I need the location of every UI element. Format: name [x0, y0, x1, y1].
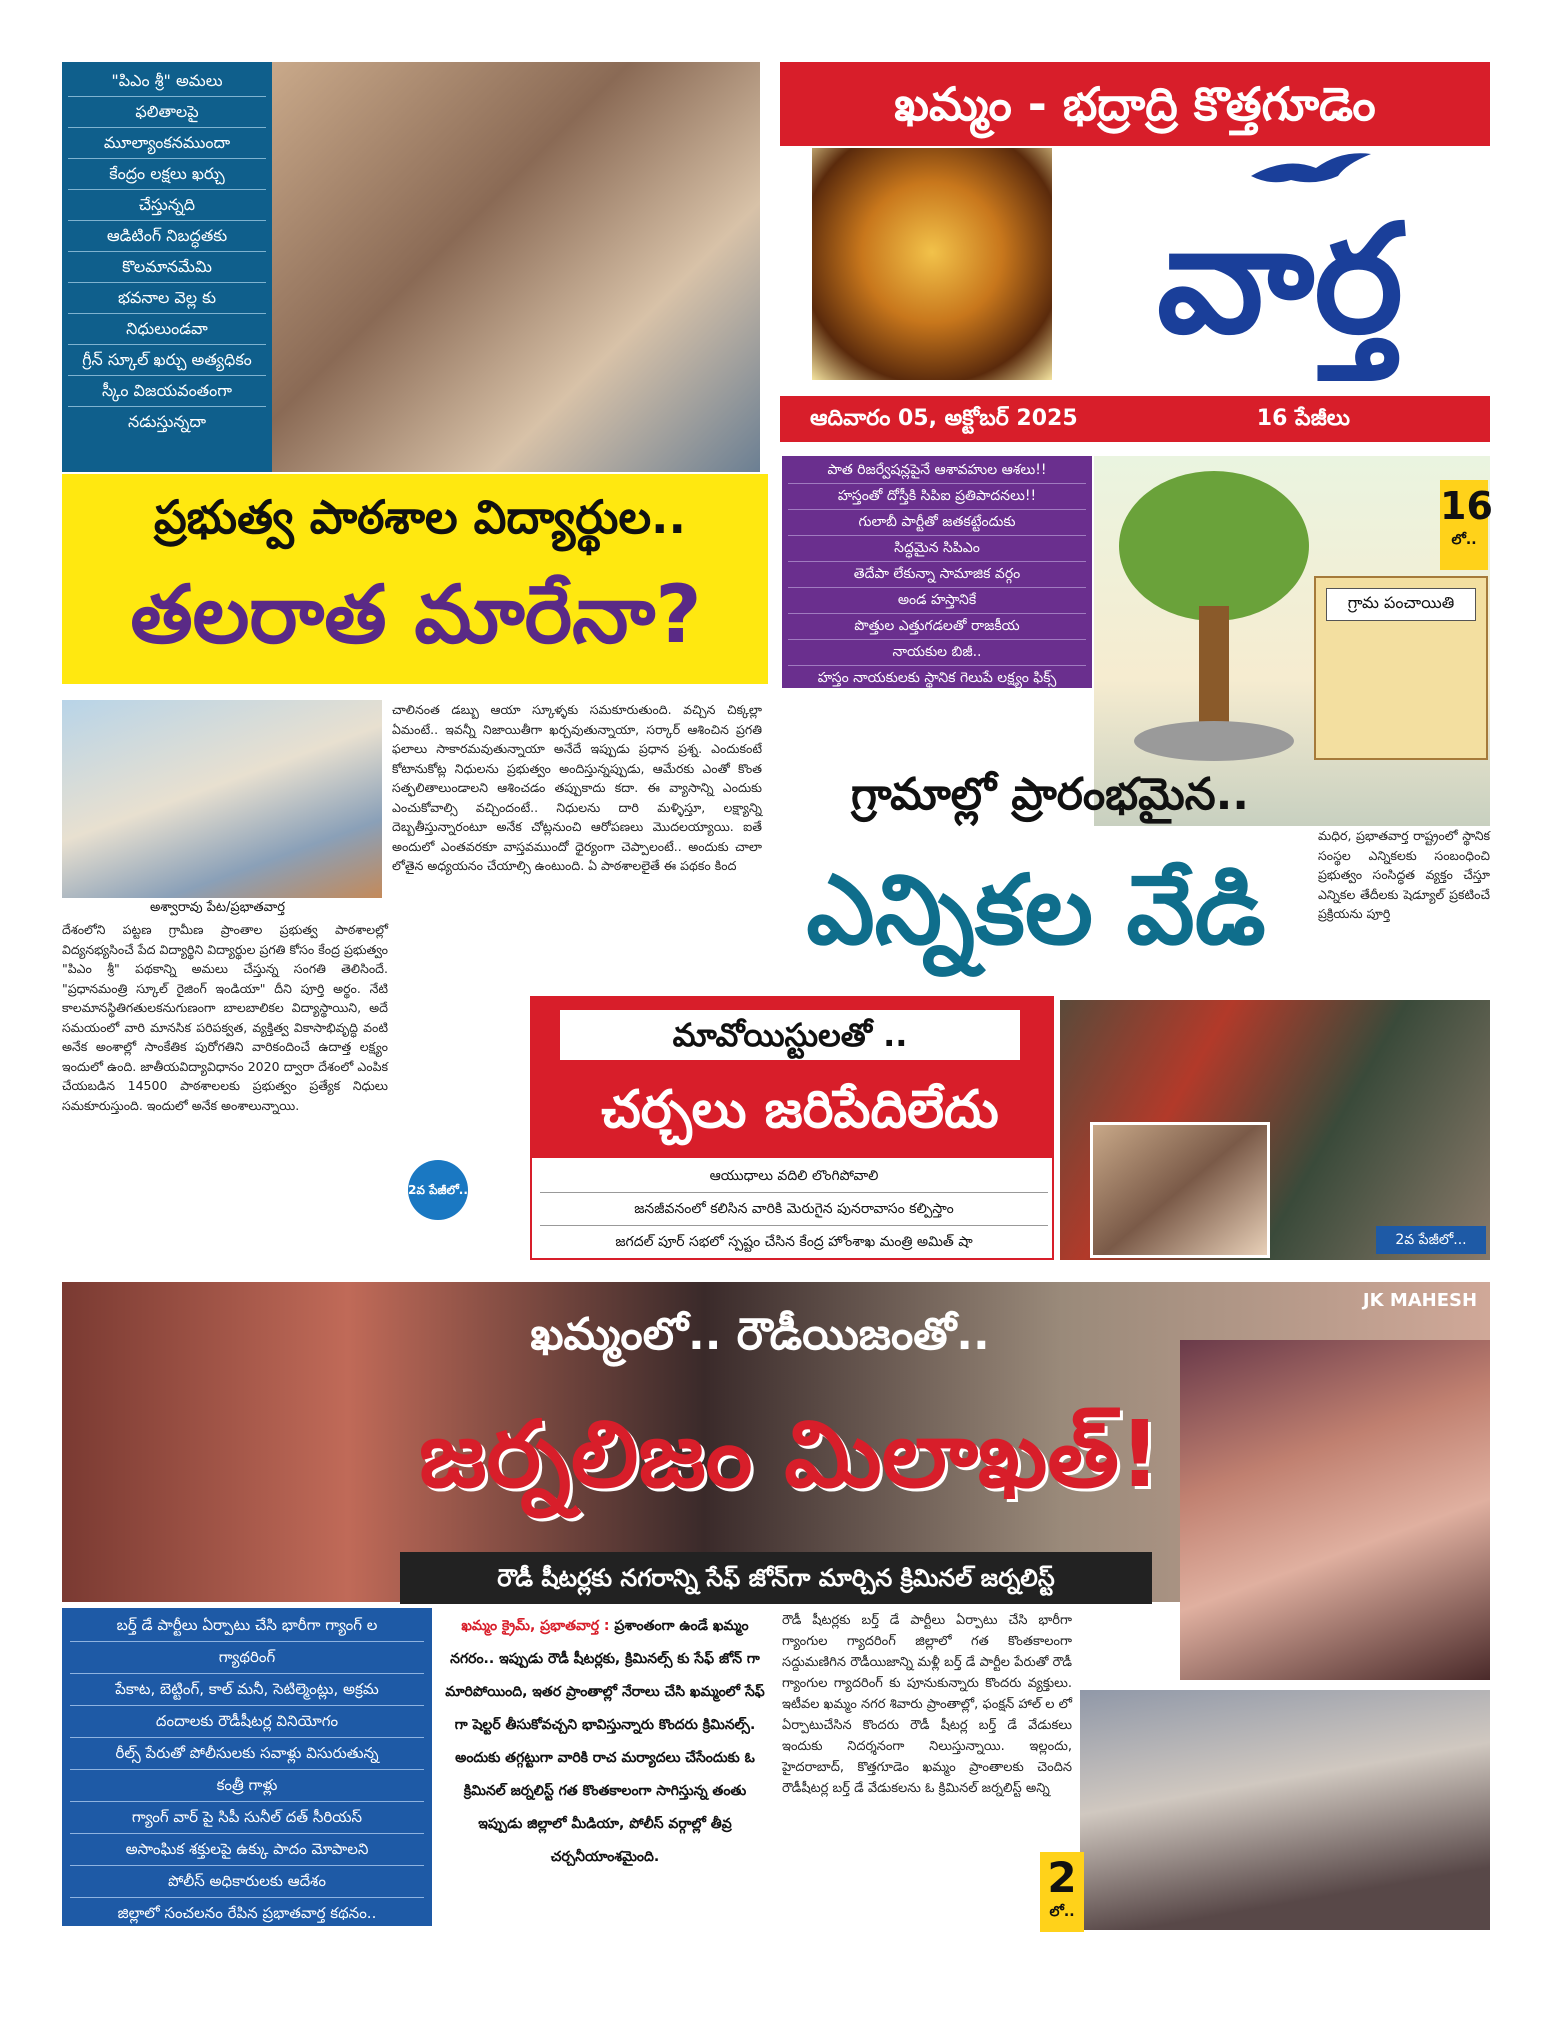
- sidebar-line: "పిఎం శ్రీ" అమలు: [68, 66, 266, 97]
- journalism-subhead: రౌడీ షీటర్లకు నగరాన్ని సేఫ్ జోన్‌గా మార్చిన క్రిమినల్ జర్నలిస్ట్: [497, 1564, 1055, 1592]
- sidebar-line: భవనాల వెల్ల కు: [68, 283, 266, 314]
- journalism-sidebar: [62, 1608, 432, 1926]
- cpm-line: సిద్ధమైన సిపిఎం: [788, 536, 1086, 562]
- sidebar-line: గ్రీన్ స్కూల్ ఖర్చు అత్యధికం: [68, 345, 266, 376]
- date-bar: [780, 396, 1490, 442]
- cpm-box: [782, 456, 1092, 688]
- journalism-body-col1: ప్రశాంతంగా ఉండే ఖమ్మం నగరం.. ఇప్పుడు రౌడీ షీటర్లకు, క్రిమినల్స్ కు సేఫ్ జోన్ గా మారిపోయింది, ఇతర ప్రాంతాల్లో నేరాలు చేసి ఖమ్మంలో సేఫ్ గా షెల్టర్ తీసుకోవచ్చని భావిస్తున్నారు కొందరు క్రిమినల్స్. అందుకు తగ్గట్టుగా వారికి రాచ మర్యాదలు చేసేందుకు ఓ క్రిమినల్ జర్నలిస్ట్ గత కొంతకాలంగా సాగిస్తున్న తంతు ఇప్పుడు జిల్లాలో మీడియా, పోలీస్ వర్గాల్లో తీవ్ర చర్చనీయాంశమైంది.: [445, 1618, 765, 1865]
- panchayat-building: [1314, 576, 1488, 760]
- maoist-bullets: [540, 1160, 1048, 1256]
- maoist-page-ref: 2వ పేజీలో...: [1376, 1226, 1486, 1254]
- tree-icon: [1114, 466, 1314, 766]
- journalism-kicker: ఖమ్మంలో.. రౌడీయిజంతో..: [530, 1309, 990, 1360]
- pm-shri-sidebar: [62, 62, 272, 472]
- journalism-sidebar-line: బర్త్ డే పార్టీలు ఏర్పాటు చేసి భారీగా గ్యాంగ్ ల: [70, 1610, 424, 1642]
- school-headline: తలరాత మారేనా?: [130, 568, 702, 661]
- page-ref-suffix: లో..: [1451, 532, 1477, 548]
- issue-date: ఆదివారం 05, అక్టోబర్ 2025: [810, 406, 1078, 431]
- maoist-kicker: మావోయిస్టులతో ..: [560, 1010, 1020, 1060]
- deity-photo: [812, 148, 1052, 380]
- sidebar-line: కొలమానమేమి: [68, 252, 266, 283]
- maoist-headline: చర్చలు జరిపేదిలేదు: [601, 1080, 999, 1140]
- journalism-body-col1-wrap: [440, 1610, 770, 1930]
- journalism-subhead-bar: [400, 1552, 1152, 1604]
- paper-logo: [1070, 140, 1490, 390]
- amit-shah-photo: [1090, 1122, 1270, 1258]
- school-photo-caption: అశ్వారావు పేట/ప్రభాతవార్త: [150, 900, 285, 915]
- birthday-party-photo: [1080, 1690, 1490, 1930]
- journalism-dateline: ఖమ్మం క్రైమ్, ప్రభాతవార్త :: [461, 1618, 610, 1634]
- school-body-col1: దేశంలోని పట్టణ గ్రామీణ ప్రాంతాల ప్రభుత్వ పాఠశాలల్లో విద్యనభ్యసించే పేద విద్యార్థిని విద్యార్థుల ప్రగతి కోసం కేంద్ర ప్రభుత్వం "పిఎం శ్రీ" పథకాన్ని అమలు చేస్తున్న సంగతి తెలిసిందే. "ప్రధానమంత్రి స్కూల్ రైజింగ్ ఇండియా" దీని పూర్తి అర్థం. నేటి కాలమానస్థితిగతులకనుగుణంగా బాలబాలికల విద్యాస్థాయిని, అదే సమయంలో వారి మానసిక పరిపక్వత, వ్యక్తిత్వ వికాసాభివృద్ధి వంటి అనేక అంశాల్లో సాంకేతిక పురోగతిని వారికందించే ఉదాత్త లక్ష్యం ఇందులో ఉంది. జాతీయవిద్యావిధానం 2020 ద్వారా దేశంలో ఎంపిక చేయబడిన 14500 పాఠశాలలకు ప్రభుత్వం ప్రత్యేక నిధులు సమకూరుస్తుంది. ఇందులో అనేక అంశాలున్నాయి.: [62, 922, 388, 1113]
- cpm-line: అండ హస్తానికే: [788, 588, 1086, 614]
- journalism-sidebar-line: దందాలకు రౌడీషీటర్ల వినియోగం: [70, 1706, 424, 1738]
- school-kicker: ప్రభుత్వ పాఠశాల విద్యార్థుల..: [153, 490, 687, 544]
- sidebar-line: నిధులుండవా: [68, 314, 266, 345]
- journalism-sidebar-line: కంత్రీ గాళ్లు: [70, 1770, 424, 1802]
- village-sign: గ్రామ పంచాయితి: [1326, 588, 1476, 621]
- maoist-bullet: జనజీవనంలో కలిసిన వారికి మెరుగైన పునరావాసం కల్పిస్తాం: [540, 1193, 1048, 1226]
- page-ref-suffix: లో..: [1049, 1904, 1075, 1920]
- cpm-line: పొత్తుల ఎత్తుగడలతో రాజకీయ: [788, 614, 1086, 640]
- journalism-sidebar-line: పోలీస్ అధికారులకు ఆదేశం: [70, 1866, 424, 1898]
- journalism-body-col2: రౌడీ షీటర్లకు బర్త్ డే పార్టీలు ఏర్పాటు చేసి భారీగా గ్యాంగుల గ్యాదరింగ్ జిల్లాలో గత కొంతకాలంగా సద్దుమణిగిన రౌడీయిజాన్ని మళ్లీ బర్త్ డే పార్టీల పేరుతో రౌడీ గ్యాంగుల గ్యాదరింగ్ కు పూనుకున్నారు కొందరు వ్యక్తులు. ఇటీవల ఖమ్మం నగర శివారు ప్రాంతాల్లో, ఫంక్షన్ హాల్ ల లో ఏర్పాటుచేసిన కొందరు రౌడీ షీటర్ల బర్త్ డే వేడుకలు ఇందుకు నిదర్శనంగా నిలుస్తున్నాయి. ఇల్లందు, హైదరాబాద్, కొత్తగూడెం ఖమ్మం ప్రాంతాలకు చెందిన రౌడీషీటర్ల బర్త్ డే వేడుకలను ఓ క్రిమినల్ జర్నలిస్ట్ అన్ని: [782, 1613, 1072, 1796]
- sidebar-line: నడుస్తున్నదా: [127, 412, 206, 431]
- journalism-headline: జర్నలిజం మిలాఖత్!: [419, 1401, 1161, 1508]
- sidebar-line: చేస్తున్నది: [68, 190, 266, 221]
- sidebar-line: కేంద్రం లక్షలు ఖర్చు: [68, 159, 266, 190]
- maoist-bullet: ఆయుధాలు వదిలి లొంగిపోవాలి: [540, 1160, 1048, 1193]
- district-title: ఖమ్మం - భద్రాద్రి కొత్తగూడెం: [894, 77, 1376, 131]
- page-16-badge: [1440, 480, 1493, 570]
- sidebar-line: ఫలితాలపై: [68, 97, 266, 128]
- sidebar-line: మూల్యాంకనముందా: [68, 128, 266, 159]
- masthead-district-bar: [780, 62, 1490, 146]
- page-count: 16 పేజీలు: [1256, 406, 1350, 431]
- election-kicker: గ్రామాల్లో ప్రారంభమైన..: [850, 769, 1250, 820]
- page-2-badge: [1040, 1852, 1084, 1932]
- pm-students-photo: [272, 62, 760, 472]
- sidebar-line: స్కీం విజయవంతంగా: [68, 376, 266, 407]
- party-photo: [1180, 1340, 1490, 1680]
- cpm-line: గులాబీ పార్టీతో జతకట్టేందుకు: [788, 510, 1086, 536]
- continued-label: 2వ పేజీలో..: [408, 1183, 468, 1197]
- page-ref-number: 2: [1047, 1853, 1077, 1902]
- election-body: మధిర, ప్రభాతవార్త రాష్ట్రంలో స్థానిక సంస్థల ఎన్నికలకు సంబంధించి ప్రభుత్వం సంసిద్ధత వ్యక్తం చేస్తూ ఎన్నికల తేదీలకు షెడ్యూల్ ప్రకటించే ప్రక్రియను పూర్తి: [1318, 828, 1490, 921]
- cpm-line: పాత రిజర్వేషన్లపైనే ఆశావహుల ఆశలు!!: [788, 458, 1086, 484]
- page-ref-number: 16: [1440, 484, 1493, 528]
- photo-watermark: JK MAHESH: [1362, 1290, 1478, 1311]
- school-body-col2: చాలినంత డబ్బు ఆయా స్కూళ్ళకు సమకూరుతుంది. వచ్చిన చిక్కల్లా ఏమంటే.. ఇవన్నీ నిజాయితీగా ఖర్చవుతున్నాయా, సర్కార్ ఆశించిన ప్రగతి ఫలాలు సాకారమవుతున్నాయా అనేదే ఇప్పుడు ప్రధాన ప్రశ్న. ఎందుకంటే కోటానుకోట్ల నిధులను ప్రభుత్వం అందిస్తున్నప్పుడు, ఆమేరకు ఎంతో కొంత సత్ఫలితాలుండాలని ఆశించడం తప్పుకాదు కదా. ఈ వ్యాసాన్ని ఎందుకు ఎంచుకోవాల్సి వచ్చిందంటే.. నిధులను దారి మళ్ళిస్తూ, లక్ష్యాన్ని దెబ్బతీస్తున్నారంటూ అనేక చోట్లనుంచి ఆరోపణలు మొదలయ్యాయి. ఐతే అందులో ఎంతవరకూ వాస్తవముందో ధైర్యంగా చెప్పాలంటే.. అందుకు చాలా లోతైన అధ్యయనం చేయాల్సి ఉంటుంది. ఏ పాఠశాలలైతే ఈ పథకం కింద: [392, 702, 762, 873]
- cpm-line: హస్తంతో దోస్తీకి సిపిఐ ప్రతిపాదనలు!!: [788, 484, 1086, 510]
- paper-name: వార్త: [1156, 193, 1404, 367]
- journalism-sidebar-line: పేకాట, బెట్టింగ్, కాల్ మనీ, సెటిల్మెంట్లు, అక్రమ: [70, 1674, 424, 1706]
- sidebar-line: ఆడిటింగ్ నిబద్ధతకు: [68, 221, 266, 252]
- cpm-line: తెదేపా లేకున్నా సామాజిక వర్గం: [788, 562, 1086, 588]
- cpm-line: హస్తం నాయకులకు స్థానిక గెలుపే లక్ష్యం ఫిక్స్: [817, 670, 1057, 686]
- journalism-sidebar-line: గ్యాంగ్ వార్ పై సిపీ సునీల్ దత్ సీరియస్: [70, 1802, 424, 1834]
- schoolchildren-photo: [62, 700, 382, 898]
- journalism-sidebar-line: రీల్స్ పేరుతో పోలీసులకు సవాళ్లు విసురుతున్న: [70, 1738, 424, 1770]
- cpm-line: నాయకుల బిజీ..: [788, 640, 1086, 666]
- journalism-sidebar-line: జిల్లాలో సంచలనం రేపిన ప్రభాతవార్త కథనం..: [117, 1904, 377, 1922]
- election-headline: ఎన్నికల వేడి: [806, 854, 1266, 966]
- maoist-bullet: జగదల్ పూర్ సభలో స్పష్టం చేసిన కేంద్ర హోంశాఖ మంత్రి అమిత్ షా: [615, 1234, 973, 1250]
- continued-badge: [408, 1160, 468, 1220]
- journalism-sidebar-line: గ్యాథరింగ్: [70, 1642, 424, 1674]
- journalism-sidebar-line: అసాంఘిక శక్తులపై ఉక్కు పాదం మోపాలని: [70, 1834, 424, 1866]
